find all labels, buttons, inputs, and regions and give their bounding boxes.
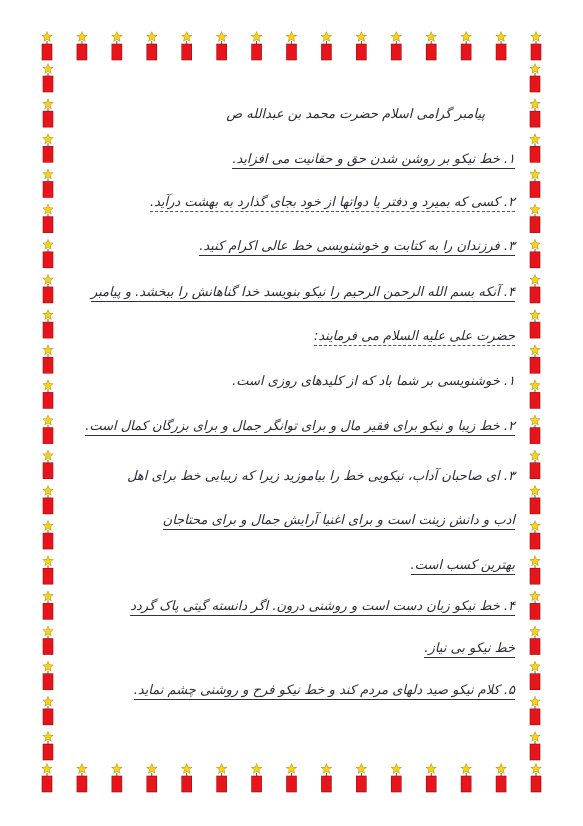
candle-icon bbox=[43, 310, 53, 339]
candle-icon bbox=[530, 134, 540, 163]
line: ۱. خط نیکو بر روشن شدن حق و حقانیت می افزاید. bbox=[232, 152, 515, 167]
candle-icon bbox=[530, 204, 540, 233]
candle-icon bbox=[43, 626, 53, 655]
candle-icon bbox=[112, 32, 123, 61]
line: ۵. کلام نیکو صید دلهای مردم کند و خط نیکو فرح و روشنی چشم نماید. bbox=[133, 683, 515, 698]
candle-icon bbox=[391, 32, 401, 61]
candle-icon bbox=[286, 764, 296, 793]
candle-icon bbox=[43, 345, 53, 373]
line: ۲. کسی که بمیرد و دفتر یا دواتها از خود بجای گذارد به بهشت درآید. bbox=[149, 195, 515, 210]
candle-icon bbox=[43, 99, 53, 127]
line: ۳. فرزندان را به کتابت و خوشنویسی خط عالی اکرام کنید. bbox=[199, 239, 515, 254]
candle-icon bbox=[43, 415, 53, 443]
candle-icon bbox=[147, 764, 157, 793]
candle-icon bbox=[77, 32, 88, 61]
candle-icon bbox=[356, 764, 367, 793]
candle-icon bbox=[43, 64, 53, 93]
candle-icon bbox=[43, 591, 53, 619]
candle-icon bbox=[426, 32, 436, 61]
candle-icon bbox=[530, 99, 540, 127]
candle-icon bbox=[531, 32, 541, 61]
candle-icon bbox=[530, 626, 540, 655]
line: خط نیکو بی نیاز. bbox=[424, 641, 515, 656]
candle-icon bbox=[43, 134, 53, 163]
heading-prophet: پیامبر گرامی اسلام حضرت محمد بن عبدالله ص bbox=[226, 107, 485, 122]
candle-icon bbox=[530, 556, 540, 585]
candle-icon bbox=[112, 764, 123, 793]
candle-icon bbox=[43, 556, 53, 585]
candle-icon bbox=[43, 239, 53, 267]
candle-icon bbox=[461, 32, 472, 61]
candle-icon bbox=[216, 764, 227, 793]
candle-icon bbox=[530, 450, 540, 479]
line: ۱. خوشنویسی بر شما باد که از کلیدهای روزی است. bbox=[232, 374, 515, 389]
candle-icon bbox=[496, 764, 507, 793]
candle-icon bbox=[530, 661, 540, 689]
heading-ali: حضرت علی علیه السلام می فرمایند: bbox=[313, 329, 515, 344]
line: ادب و دانش زینت است و برای اغنیا آرایش جمال و برای محتاجان bbox=[162, 513, 515, 528]
candle-icon bbox=[43, 274, 53, 303]
candle-icon bbox=[530, 415, 540, 443]
candle-icon bbox=[530, 521, 540, 549]
candle-icon bbox=[530, 239, 540, 267]
candle-icon bbox=[530, 310, 540, 339]
candle-icon bbox=[43, 696, 53, 725]
line: ۴. آنکه بسم الله الرحمن الرحیم را نیکو بنویسد خدا گناهانش را ببخشد. و پیامبر bbox=[91, 285, 515, 300]
candle-icon bbox=[530, 345, 540, 373]
line: ۲. خط زیبا و نیکو برای فقیر مال و برای توانگر جمال و برای بزرگان کمال است. bbox=[85, 419, 515, 434]
candle-icon bbox=[426, 764, 436, 793]
candle-icon bbox=[530, 169, 540, 197]
candle-icon bbox=[530, 732, 540, 761]
candle-icon bbox=[321, 32, 332, 61]
candle-icon bbox=[286, 32, 296, 61]
candle-icon bbox=[42, 32, 52, 61]
candle-icon bbox=[530, 274, 540, 303]
line: ۳. ای صاحبان آداب، نیکویی خط را بیاموزید زیرا که زیبایی خط برای اهل bbox=[127, 469, 515, 484]
candle-icon bbox=[43, 661, 53, 689]
candle-icon bbox=[216, 32, 227, 61]
candle-icon bbox=[356, 32, 367, 61]
candle-icon bbox=[530, 591, 540, 619]
line: بهترین کسب است. bbox=[410, 558, 515, 573]
candle-icon bbox=[530, 485, 540, 513]
candle-icon bbox=[391, 764, 401, 793]
candle-icon bbox=[43, 450, 53, 479]
candle-icon bbox=[77, 764, 88, 793]
candle-icon bbox=[496, 32, 507, 61]
candle-icon bbox=[43, 380, 53, 409]
line: ۴. خط نیکو زبان دست است و روشنی درون. اگر دانسته گیتی پاک گردد bbox=[130, 599, 515, 614]
candle-icon bbox=[43, 732, 53, 761]
candle-icon bbox=[42, 764, 52, 793]
candle-icon bbox=[530, 696, 540, 725]
candle-icon bbox=[531, 764, 541, 793]
candle-icon bbox=[43, 485, 53, 513]
candle-icon bbox=[321, 764, 332, 793]
candle-icon bbox=[461, 764, 472, 793]
candle-icon bbox=[251, 32, 261, 61]
candle-icon bbox=[43, 521, 53, 549]
candle-icon bbox=[530, 64, 540, 93]
candle-icon bbox=[182, 32, 192, 61]
candle-icon bbox=[147, 32, 157, 61]
candle-icon bbox=[43, 169, 53, 197]
handwritten-page bbox=[70, 85, 515, 750]
candle-icon bbox=[182, 764, 192, 793]
candle-icon bbox=[251, 764, 261, 793]
candle-icon bbox=[530, 380, 540, 409]
candle-icon bbox=[43, 204, 53, 233]
